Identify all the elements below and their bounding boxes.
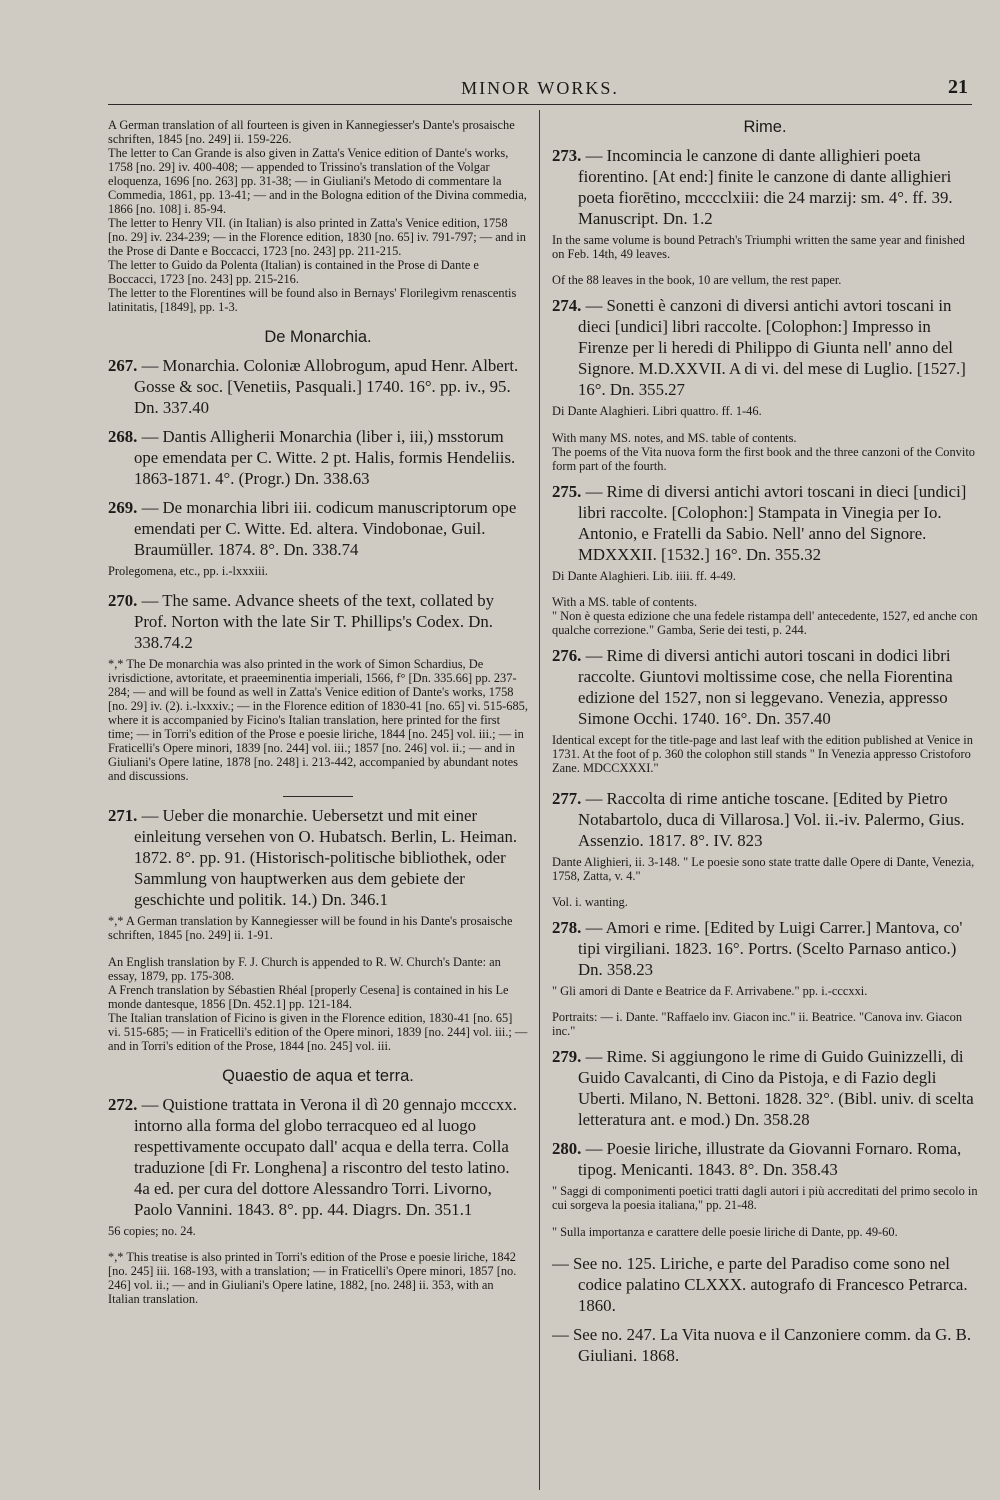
intro-note: The letter to Guido da Polenta (Italian) is contained in the Prose di Dante e Boccacci, 1723 [no. 243] pp. 215-216. (108, 258, 479, 286)
entry-note: " Gli amori di Dante e Beatrice da F. Arrivabene." pp. i.-cccxxi. (552, 983, 868, 998)
entry-note: Vol. i. wanting. (552, 894, 628, 909)
bib-entry-273 (552, 145, 978, 229)
bib-entry-279 (552, 1046, 978, 1130)
entry-note: *,* The De monarchia was also printed in the work of Simon Schardius, De ivrisdictione, avtoritate, et praeeminentia imperiali, 1566, f° [Dn. 335.66] pp. 237-284; — and will be found as well in Zatta's Venice edition of Dante's works, 1758 [no. 29] iv. (2). i.-lxxxiv.; — in the Florence edition of 1830-41 [no. 65] vi. 515-685, where it is accompanied by Ficino's Italian translation, here printed for the first time; — in Torri's edition of the Prose e poesie liriche, 1844 [no. 245] vol. iii.; — in Fraticelli's Opere minori, 1839 [no. 244] vol. iii.; 1857 [no. 246] vol. ii.; — and in Giuliani's Opere latine, 1878 [no. 248] i. 213-442, accompanied by abundant notes and discussions. (108, 657, 528, 784)
entry-text: — Raccolta di rime antiche toscane. [Edited by Pietro Notabartolo, duca di Villarosa.] Vol. ii.-iv. Palermo, Gius. Assenzio. 1817. 8°. IV. 823 (578, 788, 965, 850)
bib-entry-268 (108, 426, 528, 489)
entry-note: Dante Alighieri, ii. 3-148. " Le poesie sono state tratte dalle Opere di Dante, Venezia, 1758, Zatta, v. 4." (552, 854, 975, 883)
bib-entry-267 (108, 355, 528, 418)
entry-text: — The same. Advance sheets of the text, collated by Prof. Norton with the late Sir T. Phillips's Codex. Dn. 338.74.2 (134, 591, 495, 653)
entry-note: The poems of the Vita nuova form the first book and the three canzoni of the Convito form part of the fourth. (552, 444, 975, 473)
bib-entry-270 (108, 590, 528, 653)
entry-number: 271. (108, 806, 138, 826)
divider-rule (283, 796, 353, 798)
entry-number: 272. (108, 1094, 138, 1114)
entry-note: Prolegomena, etc., pp. i.-lxxxiii. (108, 564, 269, 578)
entry-text: — Quistione trattata in Verona il dì 20 gennajo mcccxx. intorno alla forma del globo terracqueo ed al luogo respettivamente occupato dall' acqua e della terra. Colla traduzione [di Fr. Longhena] a riscontro del testo latino. 4a ed. per cura del dottore Alessandro Torri. Livorno, Paolo Vannini. 1843. 8°. pp. 44. Diagrs. Dn. 351.1 (134, 1094, 517, 1219)
bib-entry-275 (552, 481, 978, 565)
right-column (552, 118, 978, 1493)
bib-entry-269 (108, 497, 528, 560)
bib-entry-276 (552, 645, 978, 729)
bib-entry-278 (552, 917, 978, 980)
entry-note: Di Dante Alaghieri. Lib. iiii. ff. 4-49. (552, 568, 736, 583)
entry-text: — Monarchia. Coloniæ Allobrogum, apud Henr. Albert. Gosse & soc. [Venetiis, Pasquali.] 1740. 16°. pp. iv., 95. Dn. 337.40 (134, 356, 519, 417)
entry-note: " Saggi di componimenti poetici tratti dagli autori i più accreditati del primo secolo in cui sorgeva la poesia italiana," pp. 21-48. (552, 1184, 978, 1213)
entry-note: A French translation by Sébastien Rhéal [properly Cesena] is contained in his Le monde dantesque, 1856 [Dn. 452.1] pp. 121-184. (108, 982, 509, 1011)
bib-entry-271 (108, 805, 528, 910)
entry-note: The Italian translation of Ficino is given in the Florence edition, 1830-41 [no. 65] vi. 515-685; — in Fraticelli's edition of the Opere minori, 1839 [no. 244] vol. iii.; — and in Torri's edition of the Prose, 1844 [no. 245] vol. iii. (108, 1010, 528, 1053)
entry-note: An English translation by F. J. Church is appended to R. W. Church's Dante: an essay, 1879, pp. 175-308. (108, 954, 501, 983)
entry-note: With a MS. table of contents. (552, 595, 698, 610)
entry-note: Portraits: — i. Dante. "Raffaelo inv. Giacon inc." ii. Beatrice. "Canova inv. Giacon inc." (552, 1010, 963, 1039)
bib-entry-277 (552, 788, 978, 851)
entry-text: — De monarchia libri iii. codicum manuscriptorum ope emendati per C. Witte. Ed. altera. Vindobonae, Guil. Braumüller. 1874. 8°. Dn. 338.74 (134, 498, 517, 559)
entry-number: 275. (552, 481, 582, 501)
entry-text: — Sonetti è canzoni di diversi antichi avtori toscani in dieci [undici] libri raccolte. [Colophon:] Impresso in Firenze per li heredi di Philippo di Giunta nell' anno del Signore. M.D.XXVII. A di vi. del mese di Luglio. [1527.] 16°. Dn. 355.27 (578, 296, 966, 400)
entry-note: Of the 88 leaves in the book, 10 are vellum, the rest paper. (552, 273, 842, 288)
entry-note: " Sulla importanza e carattere delle poesie liriche di Dante, pp. 49-60. (552, 1224, 898, 1239)
entry-number: 276. (552, 646, 582, 666)
entry-note: In the same volume is bound Petrach's Triumphi written the same year and finished on Feb. 14th, 49 leaves. (552, 233, 965, 261)
page-number: 21 (948, 76, 968, 98)
entry-note: " Non è questa edizione che una fedele ristampa dell' antecedente, 1527, ed anche con qualche correzione." Gamba, Serie dei testi, p. 244. (552, 609, 978, 638)
see-reference: — See no. 125. Liriche, e parte del Paradiso come sono nel codice palatino CLXXX. autografo di Francesco Petrarca. 1860. (552, 1253, 968, 1315)
entry-text: — Dantis Alligherii Monarchia (liber i, iii,) msstorum ope emendata per C. Witte. 2 pt. Halis, formis Hendeliis. 1863-1871. 4°. (Progr.) Dn. 338.63 (134, 427, 516, 488)
bib-entry-272 (108, 1094, 528, 1220)
entry-number: 277. (552, 788, 582, 808)
entry-note: *,* A German translation by Kannegiesser will be found in his Dante's prosaische schriften, 1845 [no. 249] ii. 1-91. (108, 914, 513, 943)
entry-number: 273. (552, 146, 582, 165)
entry-text: — Amori e rime. [Edited by Luigi Carrer.] Mantova, co' tipi virgiliani. 1823. 16°. Portrs. (Scelto Parnaso antico.) Dn. 358.23 (578, 917, 963, 979)
entry-note: With many MS. notes, and MS. table of contents. (552, 430, 797, 445)
intro-note: The letter to Can Grande is also given in Zatta's Venice edition of Dante's works, 1758 [no. 29] iv. 400-408; — appended to Trissino's translation of the Volgar eloquenza, 1696 [no. 263] pp. 31-38; — in Giuliani's Metodo di commentare la Commedia, 1861, pp. 13-41; — and in the Bologna edition of the Divina commedia, 1866 [no. 108] i. 85-94. (108, 146, 527, 216)
left-column (108, 118, 528, 1493)
entry-text: — Incomincia le canzone di dante allighieri poeta fiorentino. [At end:] finite le canzone di dante allighieri poeta fiorētino, mcccclxiii: die 24 marzij: sm. 4°. ff. 39. Manuscript. Dn. 1.2 (578, 146, 953, 228)
entry-number: 269. (108, 498, 138, 517)
intro-note: A German translation of all fourteen is given in Kannegiesser's Dante's prosaische schriften, 1845 [no. 249] ii. 159-226. (108, 118, 515, 146)
entry-note: 56 copies; no. 24. (108, 1223, 196, 1238)
entry-text: — Ueber die monarchie. Uebersetzt und mit einer einleitung versehen von O. Hubatsch. Berlin, L. Heiman. 1872. 8°. pp. 91. (Historisch-politische bibliothek, oder Sammlung von hauptwerken aus dem gebiete der geschichte und politik. 14.) Dn. 346.1 (134, 806, 518, 910)
bib-entry-274 (552, 295, 978, 400)
intro-note: The letter to Henry VII. (in Italian) is also printed in Zatta's Venice edition, 1758 [no. 29] iv. 234-239; — in the Florence edition, 1830 [no. 65] iv. 791-797; — and in the Prose di Dante e Boccacci, 1723 [no. 243] pp. 211-215. (108, 216, 526, 258)
running-title: MINOR WORKS. (461, 78, 619, 98)
column-divider (539, 110, 540, 1490)
entry-note: *,* This treatise is also printed in Torri's edition of the Prose e poesie liriche, 1842 [no. 245] iii. 168-193, with a translation; — in Fraticelli's Opere minori, 1857 [no. 246] vol. ii.; — and in Giuliani's Opere latine, 1882, [no. 248] ii. 353, with an Italian translation. (108, 1250, 517, 1307)
intro-note: The letter to the Florentines will be found also in Bernays' Florilegivm renascentis latinitatis, [1849], pp. 1-3. (108, 286, 517, 314)
entry-note: Identical except for the title-page and last leaf with the edition published at Venice in 1731. At the foot of p. 360 the colophon still stands " In Venezia appresso Cristoforo Zane. MDCCXXXI." (552, 733, 973, 776)
entry-number: 274. (552, 296, 582, 316)
entry-number: 280. (552, 1139, 582, 1159)
section-heading-quaestio: Quaestio de aqua et terra. (222, 1066, 414, 1085)
entry-number: 267. (108, 356, 138, 375)
section-heading-rime: Rime. (743, 118, 787, 136)
entry-text: — Poesie liriche, illustrate da Giovanni Fornaro. Roma, tipog. Menicanti. 1843. 8°. Dn. 358.43 (578, 1139, 962, 1180)
entry-number: 268. (108, 427, 138, 446)
entry-text: — Rime di diversi antichi autori toscani in dodici libri raccolte. Giuntovi moltissime cose, che nella Fiorentina edizione del 1527, non si leggevano. Venezia, appresso Simone Occhi. 1740. 16°. Dn. 357.40 (578, 646, 953, 729)
entry-text: — Rime. Si aggiungono le rime di Guido Guinizzelli, di Guido Cavalcanti, di Cino da Pistoja, e di Fazio degli Uberti. Milano, N. Bettoni. 1828. 32°. (Bibl. univ. di scelta letteratura ant. e mod.) Dn. 358.28 (578, 1047, 974, 1130)
page-header (108, 74, 972, 105)
see-reference: — See no. 247. La Vita nuova e il Canzoniere comm. da G. B. Giuliani. 1868. (552, 1324, 972, 1365)
entry-number: 278. (552, 917, 582, 937)
entry-text: — Rime di diversi antichi avtori toscani in dieci [undici] libri raccolte. [Colophon:] Stampata in Vinegia per Io. Antonio, e Fratelli da Sabio. Nell' anno del Signore. MDXXXII. [1532.] 16°. Dn. 355.32 (578, 481, 967, 564)
entry-note: Di Dante Alaghieri. Libri quattro. ff. 1-46. (552, 404, 762, 419)
bib-entry-280 (552, 1138, 978, 1180)
entry-number: 279. (552, 1047, 582, 1067)
entry-number: 270. (108, 591, 138, 611)
section-heading-de-monarchia: De Monarchia. (264, 328, 372, 346)
